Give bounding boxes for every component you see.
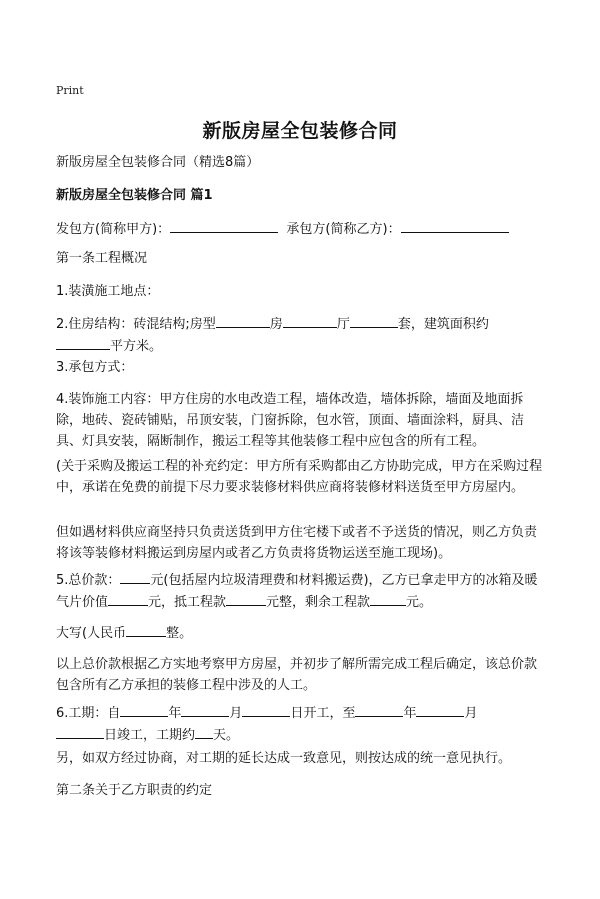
article2-heading: 第二条关于乙方职责的约定	[56, 783, 213, 798]
parties-line	[56, 218, 546, 240]
party-a-blank	[170, 218, 278, 233]
duration-days-blank	[195, 724, 213, 739]
price-basis: 以上总价款根据乙方实地考察甲方房屋，并初步了解所需完成工程后确定，该总价款包含所有乙方承担的装修工程中涉及的人工。	[56, 657, 538, 693]
start-year-blank	[120, 702, 168, 717]
item2-structure: 2.住房结构：砖混结构;房型 房 厅 套，建筑面积约 平方米。	[56, 313, 546, 357]
start-day-blank	[242, 702, 290, 717]
room-count-blank	[216, 313, 270, 328]
end-year-blank	[355, 702, 403, 717]
item3-contract-mode: 3.承包方式：	[56, 360, 134, 375]
section-heading: 新版房屋全包装修合同 篇1	[56, 188, 213, 203]
delivery-note: 但如遇材料供应商坚持只负责送货到甲方住宅楼下或者不予送货的情况，则乙方负责将该等装修材料搬运到房屋内或者乙方负责将货物运送至施工现场)。	[56, 525, 538, 561]
article1-heading: 第一条工程概况	[56, 251, 148, 266]
item1-location: 1.装潢施工地点：	[56, 284, 160, 299]
item6-schedule: 6.工期：自 年 月 日开工，至 年 月 日竣工，工期约 天。	[56, 702, 546, 746]
party-a-label: 发包方(简称甲方)：	[56, 222, 171, 237]
appliance-value-blank	[108, 591, 148, 606]
item5-price: 5.总价款： 元(包括屋内垃圾清理费和材料搬运费)，乙方已拿走甲方的冰箱及暖气片价值 元，抵工程款 元整，剩余工程款 元。	[56, 569, 546, 613]
item4-content: 4.装饰施工内容：甲方住房的水电改造工程，墙体改造，墙体拆除，墙面及地面拆除，地砖、瓷砖铺贴，吊顶安装，门窗拆除，包水管，顶面、墙面涂料，厨具、洁具、灯具安装，隔断制作，搬运工程等其他装修工程中应包含的所有工程。	[56, 392, 525, 449]
capital-amount: 大写(人民币 整。	[56, 622, 546, 644]
capital-amount-blank	[126, 622, 166, 637]
start-month-blank	[181, 702, 229, 717]
remaining-amount-blank	[370, 591, 406, 606]
document-subtitle: 新版房屋全包装修合同（精选8篇）	[56, 155, 260, 170]
end-day-blank	[56, 724, 104, 739]
document-title: 新版房屋全包装修合同	[202, 120, 398, 142]
total-price-blank	[120, 569, 150, 584]
party-b-blank	[401, 218, 509, 233]
offset-amount-blank	[226, 591, 266, 606]
extension-note: 另，如双方经过协商，对工期的延长达成一致意见，则按达成的统一意见执行。	[56, 751, 512, 766]
set-count-blank	[350, 313, 398, 328]
hall-count-blank	[283, 313, 337, 328]
end-month-blank	[416, 702, 464, 717]
party-b-label: 承包方(简称乙方)：	[286, 222, 401, 237]
procurement-note: (关于采购及搬运工程的补充约定：甲方所有采购都由乙方协助完成，甲方在采购过程中，承诺在免费的前提下尽力要求装修材料供应商将装修材料送货至甲方房屋内。	[56, 459, 543, 495]
print-label: Print	[56, 84, 84, 97]
area-blank	[56, 335, 110, 350]
